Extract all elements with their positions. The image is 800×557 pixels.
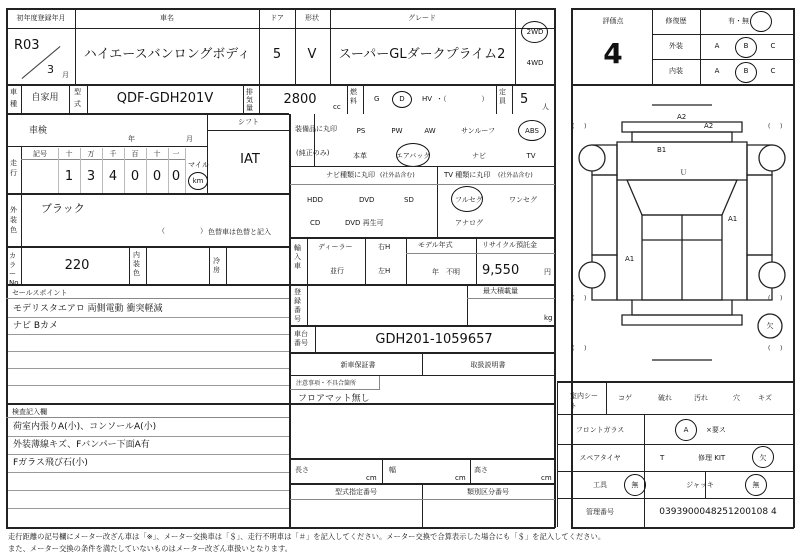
glass-value: A [683, 426, 689, 434]
int-a: A [714, 67, 720, 75]
seat-item: 穴 [733, 394, 740, 402]
seat-label: 室内シート [570, 392, 598, 410]
equip-airbag: エアバック [395, 152, 431, 160]
inspection-month: 月 [186, 135, 193, 143]
use-value: 自家用 [31, 93, 59, 103]
damage-mark: A1 [728, 215, 738, 223]
jack-label: ジャッキ [686, 481, 714, 489]
color-no-label: カラーNo. [9, 252, 21, 287]
spare-t: T [660, 454, 665, 462]
navi-cd: CD [310, 219, 321, 227]
drive-2wd: 2WD [526, 28, 544, 36]
use-label-1: 車 [10, 88, 17, 96]
tv-analog: アナログ [455, 219, 483, 227]
notes-label: 注意事項・不具合箇所 [296, 380, 357, 387]
ext-label: 外装 [669, 42, 683, 50]
equip-abs: ABS [525, 127, 539, 135]
sales-line: モデリスタエアロ 両側電動 衝突軽減 [13, 304, 163, 314]
mileage-digit: 0 [130, 169, 140, 184]
svg-text:): ) [780, 123, 783, 130]
seat-item: 汚れ [694, 394, 708, 402]
car-name-label: 車名 [160, 14, 174, 22]
equip-navi: ナビ [472, 152, 486, 160]
svg-text:(: ( [768, 295, 771, 302]
import-label: 輸入車 [294, 244, 301, 270]
height-unit: cm [541, 474, 552, 482]
color-paren: （ ） [158, 227, 207, 235]
reg-month-unit: 月 [62, 71, 69, 79]
doors-value: 5 [272, 47, 282, 62]
vehicle-damage-diagram [572, 100, 792, 370]
model-label-2: 式 [74, 100, 81, 108]
spare-value: 欠 [759, 454, 767, 462]
recycle-unit: 円 [544, 268, 551, 276]
equip-sunroof: サンルーフ [460, 127, 496, 135]
int-label: 内装 [669, 67, 683, 75]
inspector-line: 荷室内張りA(小)、コンソールA(小) [13, 422, 157, 432]
grade-label: グレード [408, 14, 436, 22]
damage-mark: Ｕ [680, 169, 687, 177]
score-value: 4 [603, 37, 623, 70]
damage-mark: B1 [657, 146, 667, 154]
inspector-label: 検査記入欄 [12, 408, 47, 416]
sales-label: セールスポイント [12, 289, 68, 297]
navi-sd: SD [404, 196, 414, 204]
mileage-col-4: 百 [131, 150, 139, 158]
chassis-value: GDH201-1059657 [375, 332, 493, 347]
model-year-label: モデル年式 [418, 241, 453, 249]
inspection-label: 車検 [28, 126, 48, 136]
repair-opts: 有・無 [728, 17, 749, 25]
mileage-digit: 1 [64, 169, 74, 184]
mileage-col-5: 十 [153, 150, 161, 158]
reg-month: 3 [47, 63, 54, 76]
mileage-label: 走行 [10, 159, 17, 177]
fuel-hv: HV [422, 95, 433, 103]
new-warranty: 新車保証書 [340, 361, 376, 369]
mileage-digit: 3 [86, 169, 96, 184]
navi-hdd: HDD [307, 196, 324, 204]
seat-item: キズ [758, 394, 772, 402]
damage-mark: 欠 [766, 322, 774, 330]
tv-fullseg: フルセグ [455, 196, 483, 204]
navi-dvd-play: DVD 再生可 [345, 219, 384, 227]
mileage-unit-label: マイル [188, 161, 209, 169]
equip-aw: AW [424, 127, 436, 135]
mileage-col-2: 万 [87, 150, 95, 158]
svg-text:(: ( [768, 123, 771, 130]
inspection-year: 年 [128, 135, 135, 143]
shift-label-text: シフト [238, 118, 259, 126]
mileage-col-1: 十 [65, 150, 73, 158]
import-parallel: 並行 [330, 267, 344, 275]
equip-leather: 本革 [353, 152, 367, 160]
chassis-label: 車台番号 [294, 330, 308, 347]
sales-line: ナビ Bカメ [13, 321, 59, 331]
class-no-label: 類別区分番号 [467, 488, 509, 496]
grade-value: スーパーGLダークプライム2 [338, 47, 506, 62]
jack-value: 無 [752, 481, 760, 489]
color-note: 色替車は色替と記入 [208, 228, 271, 236]
car-name-value: ハイエースバンロングボディ [83, 47, 251, 62]
svg-text:(: ( [572, 295, 575, 302]
mileage-unit: km [192, 177, 204, 185]
equip-label: 装備品に丸印 [295, 125, 337, 133]
repair-label: 修復歴 [665, 17, 687, 25]
seat-item: コゲ [618, 394, 632, 402]
shape-value: V [307, 47, 317, 62]
footer-note-2: また、メーター交換の条件を満たしていないものはメーター改ざん車扱いとなります。 [8, 544, 292, 553]
reg-year-era: R03 [14, 38, 40, 53]
reg-year-label: 初年度登録年月 [16, 14, 66, 22]
fuel-d: D [399, 95, 405, 103]
tools-label: 工具 [593, 481, 607, 489]
max-load-label: 最大積載量 [483, 287, 518, 295]
capacity-unit: 人 [542, 103, 549, 111]
int-c: C [770, 67, 776, 75]
mileage-digit: 0 [171, 169, 181, 184]
equip-sub: (純正のみ) [296, 149, 330, 157]
ext-b: B [743, 42, 749, 50]
ext-c: C [770, 42, 776, 50]
import-dealer: ディーラー [318, 243, 353, 251]
shape-label: 形状 [305, 14, 319, 22]
length-label: 長さ [295, 466, 309, 474]
mileage-digit: 0 [152, 169, 162, 184]
int-b: B [743, 67, 749, 75]
recycle-label: リサイクル預託金 [482, 241, 538, 249]
svg-text:): ) [584, 123, 587, 130]
svg-text:(: ( [572, 345, 575, 352]
tv-sub: (社外品含む) [498, 172, 533, 179]
spare-kit: 修理 KIT [698, 454, 726, 462]
capacity-label: 定員 [499, 88, 506, 105]
manual: 取扱説明書 [470, 361, 506, 369]
navi-dvd: DVD [359, 196, 375, 204]
color-value: ブラック [41, 202, 85, 215]
svg-text:): ) [584, 295, 587, 302]
reg-no-label: 登録番号 [294, 288, 301, 323]
capacity-value: 5 [520, 92, 529, 107]
max-load-unit: kg [544, 314, 553, 322]
model-value: QDF-GDH201V [116, 91, 214, 106]
inspector-line: Fガラス飛び石(小) [13, 458, 88, 468]
mileage-col-3: 千 [109, 150, 117, 158]
displacement-unit: cc [333, 103, 341, 111]
width-unit: cm [455, 474, 466, 482]
inspector-line: 外装薄線キズ、Fバンパー下面A有 [13, 440, 150, 450]
mileage-col-symbol: 記号 [33, 150, 47, 158]
fuel-g: G [374, 95, 380, 103]
mileage-digit: 4 [108, 169, 118, 184]
fuel-other: ・（ ） [436, 95, 489, 103]
fuel-label: 燃料 [350, 88, 357, 105]
equip-pw: PW [391, 127, 403, 135]
color-no-value: 220 [64, 258, 90, 273]
equip-tv: TV [526, 152, 536, 160]
notes-value: フロアマット無し [298, 394, 370, 404]
glass-need: ×要ス [706, 426, 726, 434]
displacement-label: 排気量 [246, 88, 253, 112]
navi-label: ナビ種類に丸印 [326, 171, 375, 179]
width-label: 幅 [389, 466, 396, 474]
damage-mark: A1 [625, 255, 635, 263]
color-label: 外装色 [10, 206, 17, 234]
model-year-value: 年 不明 [432, 268, 460, 276]
svg-text:): ) [780, 345, 783, 352]
tv-label: TV 種類に丸印 [444, 171, 491, 179]
svg-text:(: ( [572, 123, 575, 130]
footer-note-1: 走行距離の記号欄にメーター改ざん車は「※」、メーター交換車は「＄」、走行不明車は「＃」を記入してください。メーター交換で合算表示した場合にも「＄」を記入してください。 [8, 532, 606, 541]
tools-value: 無 [631, 481, 639, 489]
glass-label: フロントガラス [575, 426, 625, 434]
spare-label: スペアタイヤ [579, 454, 621, 462]
ac-label: 冷房 [213, 257, 220, 274]
use-label-2: 種 [10, 100, 17, 108]
import-right: 右H [378, 243, 391, 251]
control-value: 0393900048251200108 4 [659, 507, 777, 517]
svg-text:(: ( [768, 345, 771, 352]
shift-value: IAT [240, 152, 260, 167]
recycle-value: 9,550 [482, 263, 520, 278]
damage-mark: A2 [704, 122, 714, 130]
seat-item: 破れ [658, 394, 672, 402]
mileage-col-6: 一 [172, 150, 180, 158]
model-label-1: 型 [74, 88, 81, 96]
interior-label: 内装色 [133, 251, 140, 277]
tv-oneseg: ワンセグ [509, 196, 537, 204]
damage-mark: A2 [677, 113, 687, 121]
doors-label: ドア [270, 14, 284, 22]
svg-text:): ) [780, 295, 783, 302]
control-label: 管理番号 [586, 508, 614, 516]
svg-text:): ) [584, 345, 587, 352]
repair-selected-circle [750, 11, 772, 32]
score-label: 評価点 [602, 17, 624, 25]
ext-a: A [714, 42, 720, 50]
import-left: 左H [378, 267, 391, 275]
height-label: 高さ [474, 466, 488, 474]
navi-sub: (社外品含む) [380, 172, 415, 179]
drive-4wd: 4WD [526, 59, 544, 67]
equip-ps: PS [356, 127, 366, 135]
type-no-label: 型式指定番号 [335, 488, 377, 496]
length-unit: cm [366, 474, 377, 482]
displacement-value: 2800 [283, 92, 317, 107]
